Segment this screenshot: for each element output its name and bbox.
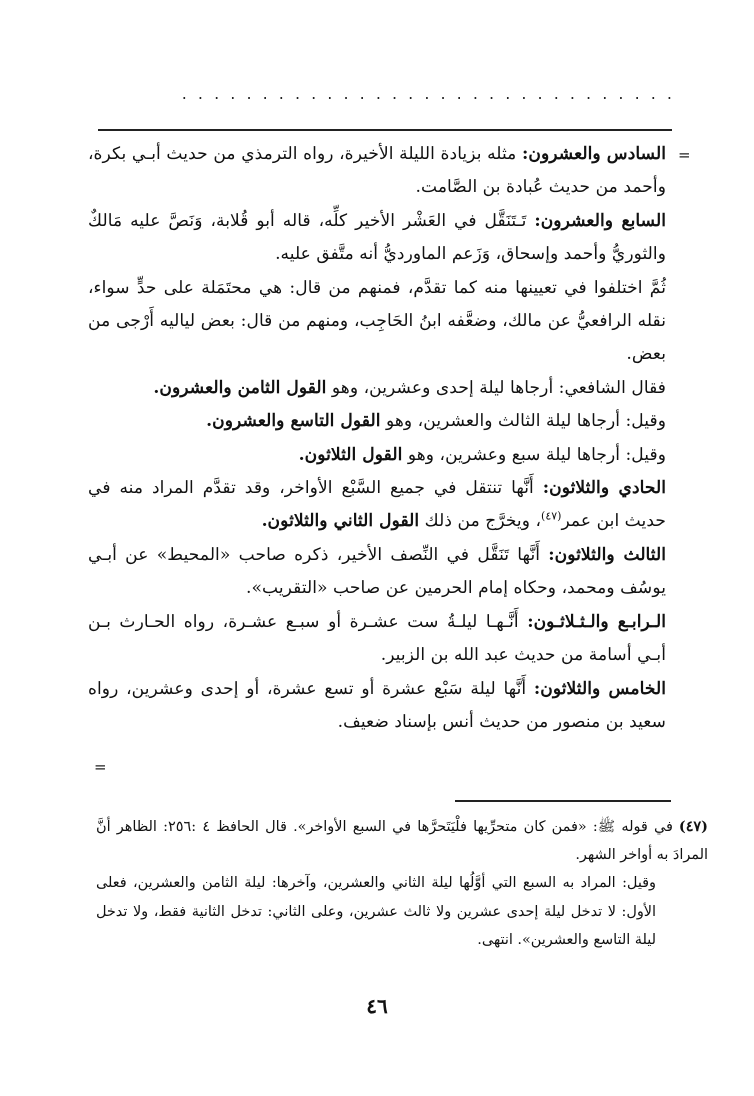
continuation-marker-top: = — [678, 146, 691, 164]
paragraph-29: وقيل: أرجاها ليلة الثالث والعشرين، وهو القول التاسع والعشرون. — [206, 411, 666, 432]
paragraph-27: السابع والعشرون: تَـتَنَقَّل في العَشْر الأخير كلِّه، قاله أبو قُلابة، وَنَصَّ عليه مَالكٌ والثوريُّ وأحمد وإسحاق، وَزَعم الماورديُّ أنه متَّفق عليه. — [88, 210, 666, 265]
footnote-ref-47[interactable]: (٤٧) — [541, 509, 562, 523]
footnote-number: (٤٧) — [678, 818, 708, 835]
heading-31: الحادي والثلاثون: — [542, 478, 666, 499]
paragraph-35: الخامس والثلاثون: أَنَّها ليلة سَبْع عشرة أو تسع عشرة، أو إحدى وعشرين، رواه سعيد بن منصور من حديث أنس بإسناد ضعيف. — [88, 678, 666, 732]
paragraph-26: السادس والعشرون: مثله بزيادة الليلة الأخيرة، رواه الترمذي من حديث أبـي بكرة، وأحمد من حديث عُبادة بن الصَّامت. — [88, 144, 667, 198]
paragraph-disagreement: ثُمَّ اختلفوا في تعيينها منه كما تقدَّم، فمنهم من قال: هي محتَمَلة على حدٍّ سواء، نقله الرافعيُّ عن مالك، وضعَّفه ابنُ الحَاجِب، ومنهم من قال: بعض لياليه أَرْجى من بعض. — [88, 277, 666, 365]
heading-34: الـرابـع والـثـلاثـون: — [527, 611, 667, 632]
heading-35: الخامس والثلاثون: — [533, 678, 666, 699]
heading-28: القول الثامن والعشرون. — [153, 377, 327, 398]
header-dot-leader: . . . . . . . . . . . . . . . . . . . . . . . . . . . . . . . — [181, 84, 675, 103]
heading-32: القول الثاني والثلاثون. — [261, 511, 420, 532]
main-text — [88, 138, 666, 739]
page-number: ٤٦ — [366, 994, 388, 1018]
header-rule — [98, 129, 672, 131]
paragraph-30: وقيل: أرجاها ليلة سبع وعشرين، وهو القول الثلاثون. — [298, 444, 666, 465]
footnote-line-2: وقيل: المراد به السبع التي أوَّلُها ليلة الثاني والعشرين، وآخرها: ليلة الثامن والعشرين، فعلى الأول: لا تدخل ليلة إحدى عشرين ولا ثالث عشرين، وعلى الثاني: تدخل الثانية فقط، ولا تدخل ليلة التاسع والعشرين». انتهى. — [96, 875, 656, 948]
heading-27: السابع والعشرون: — [534, 210, 666, 231]
footnote-line-1: (٤٧)في قوله ﷺ: «فمن كان متحرِّيها فلْيَتَحرَّها في السبع الأواخر». قال الحافظ ٤ :٢٥٦: الظاهر أنَّ المرادَ به أواخر الشهر. — [96, 818, 708, 864]
paragraph-34: الـرابـع والـثـلاثـون: أَنَّـهـا ليلـةُ ست عشـرة أو سبـع عشـرة، رواه الحـارث بـن أبـي أسامة من حديث عبد الله بن الزبير. — [88, 611, 667, 666]
continuation-marker-bottom: = — [94, 758, 107, 776]
footnote-47 — [96, 813, 708, 954]
heading-26: السادس والعشرون: — [521, 144, 667, 164]
heading-33: الثالث والثلاثون: — [548, 544, 666, 565]
footnote-rule — [455, 800, 671, 802]
paragraph-31: الحادي والثلاثون: أَنَّها تنتقل في جميع السَّبْع الأواخر، وقد تقدَّم المراد منه في حديث ابن عمر$^{(٤٧)}$، ويخرَّج من ذلك القول الثاني والثلاثون. — [88, 478, 666, 532]
heading-30: القول الثلاثون. — [298, 444, 403, 465]
heading-29: القول التاسع والعشرون. — [206, 411, 381, 432]
paragraph-33: الثالث والثلاثون: أَنَّها تَنَقَّل في النِّصف الأخير، ذكره صاحب «المحيط» عن أبـي يوسُف ومحمد، وحكاه إمام الحرمين عن صاحب «التقريب». — [88, 544, 666, 599]
paragraph-28: فقال الشافعي: أرجاها ليلة إحدى وعشرين، وهو القول الثامن والعشرون. — [153, 377, 666, 398]
